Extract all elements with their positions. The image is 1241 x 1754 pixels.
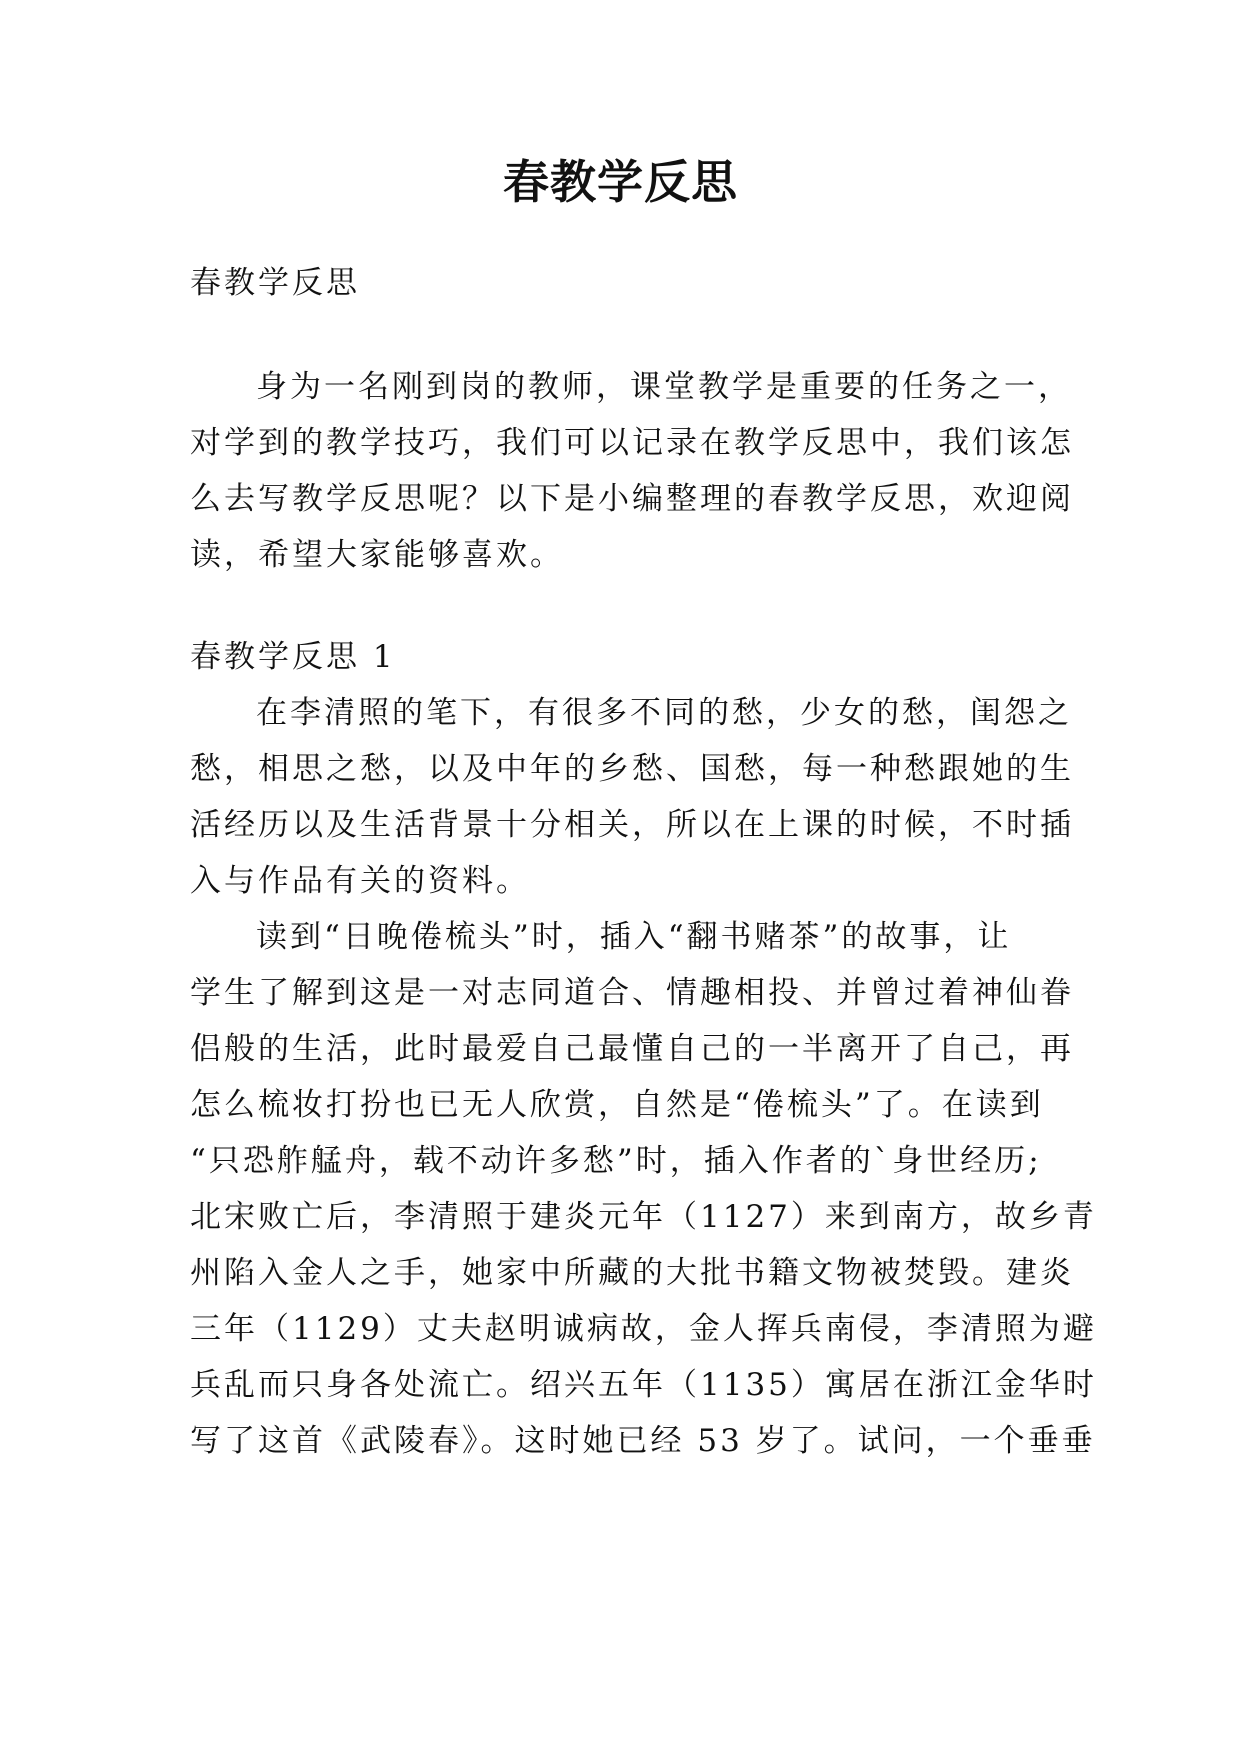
intro-line: 对学到的教学技巧，我们可以记录在教学反思中，我们该怎 [190, 425, 1074, 461]
subtitle: 春教学反思 [190, 265, 360, 301]
paragraph-line: 学生了解到这是一对志同道合、情趣相投、并曾过着神仙眷 [190, 975, 1074, 1011]
paragraph-line: 侣般的生活，此时最爱自己最懂自己的一半离开了自己，再 [190, 1031, 1074, 1067]
paragraph-line: 入与作品有关的资料。 [190, 863, 530, 899]
paragraph-line: 北宋败亡后，李清照于建炎元年（1127）来到南方，故乡青 [190, 1199, 1097, 1235]
intro-paragraph [190, 359, 1074, 583]
paragraph-line: 州陷入金人之手，她家中所藏的大批书籍文物被焚毁。建炎 [190, 1255, 1074, 1291]
paragraph-line: 怎么梳妆打扮也已无人欣赏，自然是“倦梳头”了。在读到 [190, 1087, 1044, 1123]
intro-line: 读，希望大家能够喜欢。 [190, 537, 564, 573]
section1-paragraph-2 [190, 909, 1097, 1469]
paragraph-line: 写了这首《武陵春》。这时她已经 53 岁了。试问，一个垂垂 [190, 1423, 1096, 1459]
spacer [190, 583, 1062, 629]
paragraph-line: 读到“日晚倦梳头”时，插入“翻书赌茶”的故事，让 [256, 919, 1012, 955]
section-heading: 春教学反思 1 [190, 639, 396, 675]
spacer [190, 311, 1062, 359]
intro-line: 身为一名刚到岗的教师，课堂教学是重要的任务之一， [256, 369, 1072, 405]
paragraph-line: 在李清照的笔下，有很多不同的愁，少女的愁，闺怨之 [256, 695, 1072, 731]
paragraph-line: “只恐舴艋舟，载不动许多愁”时，插入作者的`身世经历; [190, 1143, 1042, 1179]
document-body [190, 255, 1097, 1469]
document-title: 春教学反思 [503, 155, 738, 209]
paragraph-line: 兵乱而只身各处流亡。绍兴五年（1135）寓居在浙江金华时 [190, 1367, 1097, 1403]
paragraph-line: 愁，相思之愁，以及中年的乡愁、国愁，每一种愁跟她的生 [190, 751, 1074, 787]
paragraph-line: 活经历以及生活背景十分相关，所以在上课的时候，不时插 [190, 807, 1074, 843]
paragraph-line: 三年（1129）丈夫赵明诚病故，金人挥兵南侵，李清照为避 [190, 1311, 1097, 1347]
section1-paragraph-1 [190, 685, 1074, 909]
intro-line: 么去写教学反思呢？以下是小编整理的春教学反思，欢迎阅 [190, 481, 1074, 517]
